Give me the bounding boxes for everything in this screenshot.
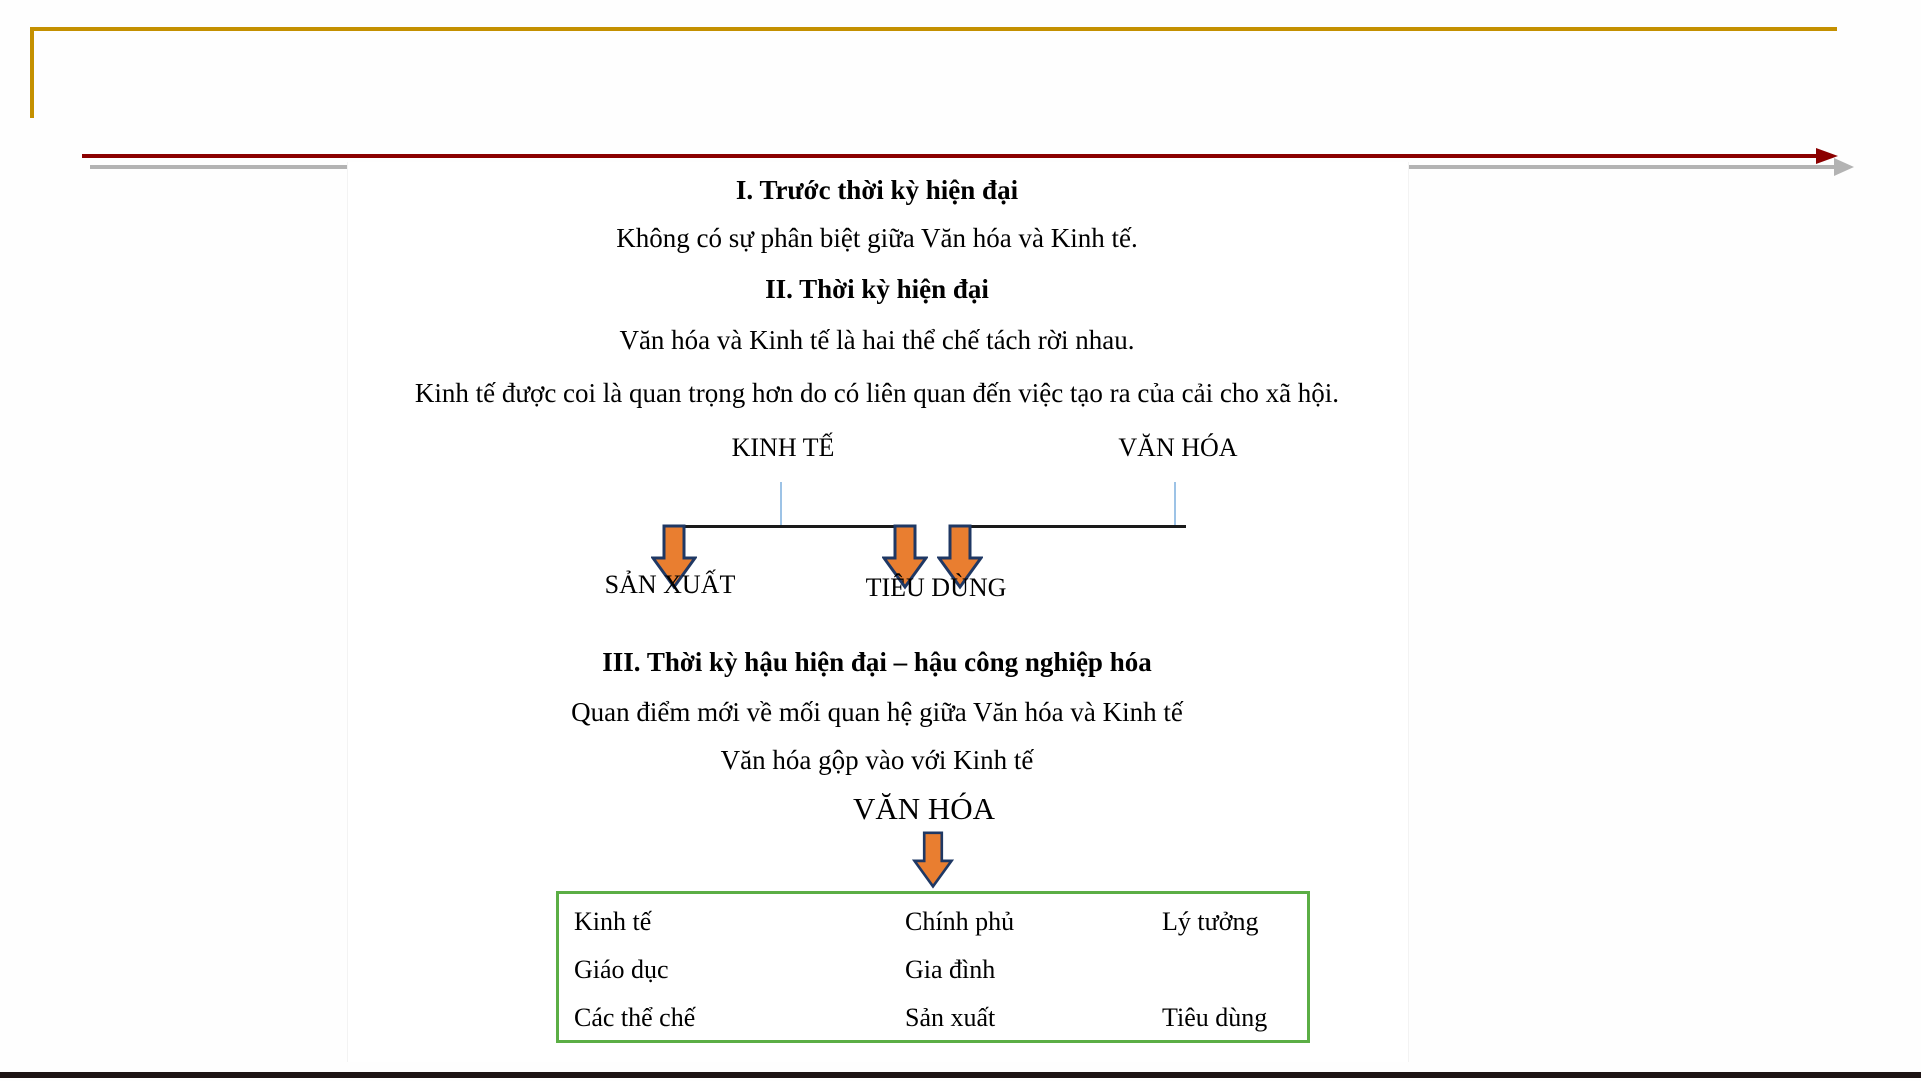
gold-top-border <box>30 27 1837 31</box>
culture-merged-label: VĂN HÓA <box>852 791 996 826</box>
gold-left-border <box>30 27 34 118</box>
institutions-cell: Tiêu dùng <box>1162 1003 1268 1032</box>
section3-line1: Quan điểm mới về mối quan hệ giữa Văn hóa và Kinh tế <box>571 697 1183 727</box>
section1-line1: Không có sự phân biệt giữa Văn hóa và Kinh tế. <box>616 223 1138 253</box>
down-block-arrow-icon <box>912 831 954 889</box>
economy-connector-line <box>780 482 782 527</box>
institutions-cell: Kinh tế <box>574 907 652 936</box>
economy-label: KINH TẾ <box>731 433 835 462</box>
institutions-cell: Gia đình <box>905 955 996 984</box>
institutions-cell: Giáo dục <box>574 955 669 984</box>
culture-bracket-line <box>953 525 1186 528</box>
production-label: SẢN XUẤT <box>604 570 736 599</box>
culture-label: VĂN HÓA <box>1118 433 1238 462</box>
section3-line2: Văn hóa gộp vào với Kinh tế <box>720 745 1034 775</box>
section2-line2: Kinh tế được coi là quan trọng hơn do có liên quan đến việc tạo ra của cải cho xã hội. <box>414 378 1340 408</box>
section3-heading: III. Thời kỳ hậu hiện đại – hậu công nghiệp hóa <box>602 647 1152 677</box>
institutions-cell: Sản xuất <box>905 1003 996 1032</box>
institutions-cell: Chính phủ <box>905 907 1015 936</box>
economy-bracket-line <box>664 525 914 528</box>
gray-rule-arrowhead-icon <box>1834 158 1854 176</box>
slide-bottom-border <box>0 1072 1921 1078</box>
culture-connector-line <box>1174 482 1176 527</box>
consumption-label: TIÊU DÙNG <box>865 573 1007 602</box>
section2-heading: II. Thời kỳ hiện đại <box>765 274 989 304</box>
red-rule-line <box>82 154 1816 158</box>
institutions-cell: Các thể chế <box>574 1003 696 1032</box>
institutions-box <box>556 891 1310 1043</box>
section1-heading: I. Trước thời kỳ hiện đại <box>735 175 1019 205</box>
institutions-cell: Lý tưởng <box>1162 907 1259 936</box>
section2-line1: Văn hóa và Kinh tế là hai thể chế tách rời nhau. <box>619 325 1135 355</box>
